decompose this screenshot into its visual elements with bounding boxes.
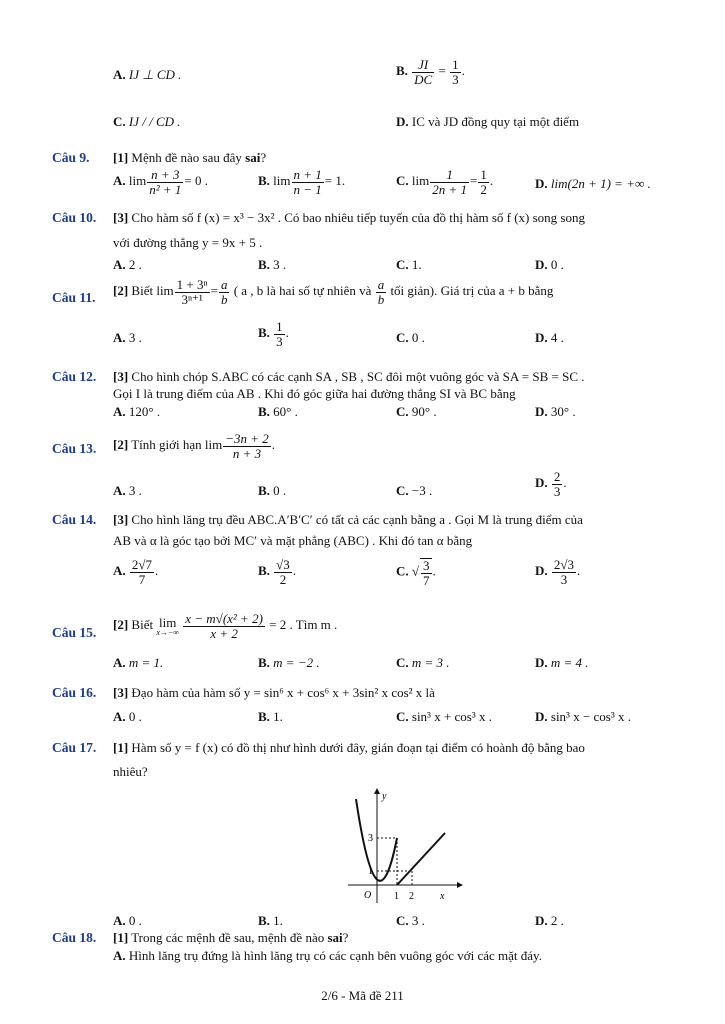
option-a: A. m = 1. [113,655,164,670]
question-label: Câu 11. [52,290,96,305]
option-c: C. 1. [396,257,422,272]
tick-y-3: 3 [368,833,373,844]
question-text: [1] Trong các mệnh đề sau, mệnh đề nào sai? [113,930,349,945]
page-footer: 2/6 - Mã đề 211 [321,988,404,1003]
option-a: A. lim $\frac{n + 3}{\text{n² + 1}}$ = 0 . [113,167,208,197]
option-d: D. 4 . [535,330,564,345]
x-axis-label: x [440,891,445,902]
option-c: C. m = 3 . [396,655,450,670]
option-b: B. 1. [258,709,283,724]
function-graph [340,785,470,910]
question-label: Câu 16. [52,685,97,700]
option-b: B. 0 . [258,483,287,498]
question-label: Câu 10. [52,210,97,225]
tick-x-2: 2 [409,891,414,902]
option-a: A. 0 . [113,913,142,928]
question-label: Câu 15. [52,625,97,640]
tick-x-1: 1 [394,891,399,902]
option-b: B. $\frac{1}{3}$ . [258,319,289,349]
option-b: B. lim $\frac{n + 1}{n - 1}$ = 1. [258,167,346,197]
option-a: A. 3 . [113,483,142,498]
question-text: [2] Tính giới hạn lim $\frac{-3n + 2}{n + 3}$ . [113,431,275,461]
y-axis-label: y [382,791,387,802]
origin-label: O [364,890,372,901]
question-text-cont: AB và α là góc tạo bởi MC′ và mặt phẳng (ABC) . Khi đó tan α bằng [113,533,473,548]
option-a: A. 120° . [113,404,161,419]
option-a: A. 3 . [113,330,142,345]
question-label: Câu 17. [52,740,97,755]
question-text: [3] Cho hình lăng trụ đều ABC.A′B′C′ có tất cả các cạnh bằng a . Gọi M là trung điểm của [113,512,583,527]
option-c: C. lim $\frac{1}{2n + 1}$ = $\frac{1}{2}$ . [396,167,494,197]
option-d: D. sin³ x − cos³ x . [535,709,632,724]
question-label: Câu 18. [52,930,97,945]
option-b: B. 3 . [258,257,287,272]
option-b: B. 1. [258,913,283,928]
question-text: [3] Cho hàm số f (x) = x³ − 3x² . Có bao nhiêu tiếp tuyến của đồ thị hàm số f (x) song song [113,210,585,225]
option-c: C. 0 . [396,330,425,345]
option-c: C. 3 . [396,913,425,928]
option-d: D. 0 . [535,257,564,272]
option-c: C. √ $\frac{3}{7}$ . [396,558,436,588]
top-option-a: A. IJ ⊥ CD . [113,67,182,82]
question-label: Câu 13. [52,441,97,456]
option-d: D. 30° . [535,404,576,419]
option-c: C. −3 . [396,483,433,498]
option-a: A. Hình lăng trụ đứng là hình lăng trụ có các cạnh bên vuông góc với các mặt đáy. [113,948,542,963]
option-b: B. $\frac{√3}{2}$ . [258,557,297,587]
question-text: [3] Cho hình chóp S.ABC có các cạnh SA , SB , SC đôi một vuông góc và SA = SB = SC . [113,369,585,384]
question-text: [2] Biết lim $\frac{\text{1 + 3ⁿ}}{\text{3ⁿ⁺¹}}$ = $\frac{a}{b}$ ( a , b là hai số tự nhiên và $\frac{a}{b}$ tối giản). Giá trị của a + b bằng [113,277,554,307]
top-option-d: D. IC và JD đồng quy tại một điểm [396,114,580,129]
question-text-cont: nhiêu? [113,764,148,779]
question-text: [2] Biết lim x→−∞ $\frac{\text{x − m√(x² + 2)}}{x + 2}$ = 2 . Tìm m . [113,611,338,641]
question-text: [1] Mệnh đề nào sau đây sai? [113,150,267,165]
tick-y-1: 1 [368,866,373,877]
option-d: D. lim(2n + 1) = +∞ . [535,176,651,191]
line-branch [397,833,445,885]
question-text: [3] Đạo hàm của hàm số y = sin⁶ x + cos⁶ x + 3sin² x cos² x là [113,685,435,700]
option-b: B. 60° . [258,404,298,419]
question-label: Câu 12. [52,369,97,384]
option-c: C. sin³ x + cos³ x . [396,709,493,724]
question-label: Câu 9. [52,150,90,165]
question-text-cont: Gọi I là trung điểm của AB . Khi đó góc giữa hai đường thẳng SI và BC bằng [113,386,516,401]
option-a: A. $\frac{2√7}{7}$ . [113,557,159,587]
top-option-c: C. IJ / / CD . [113,114,181,129]
option-a: A. 0 . [113,709,142,724]
question-text: [1] Hàm số y = f (x) có đồ thị như hình dưới đây, gián đoạn tại điểm có hoành độ bằng bao [113,740,585,755]
option-d: D. m = 4 . [535,655,589,670]
option-b: B. m = −2 . [258,655,320,670]
option-c: C. 90° . [396,404,437,419]
option-d: D. 2 . [535,913,564,928]
option-d: D. $\frac{2}{3}$ . [535,469,567,499]
option-a: A. 2 . [113,257,142,272]
question-label: Câu 14. [52,512,97,527]
top-option-b: B. $\frac{JI}{DC}$ = $\frac{1}{3}$ . [396,57,465,87]
question-text-cont: với đường thẳng y = 9x + 5 . [113,235,263,250]
option-d: D. $\frac{2√3}{3}$ . [535,557,581,587]
